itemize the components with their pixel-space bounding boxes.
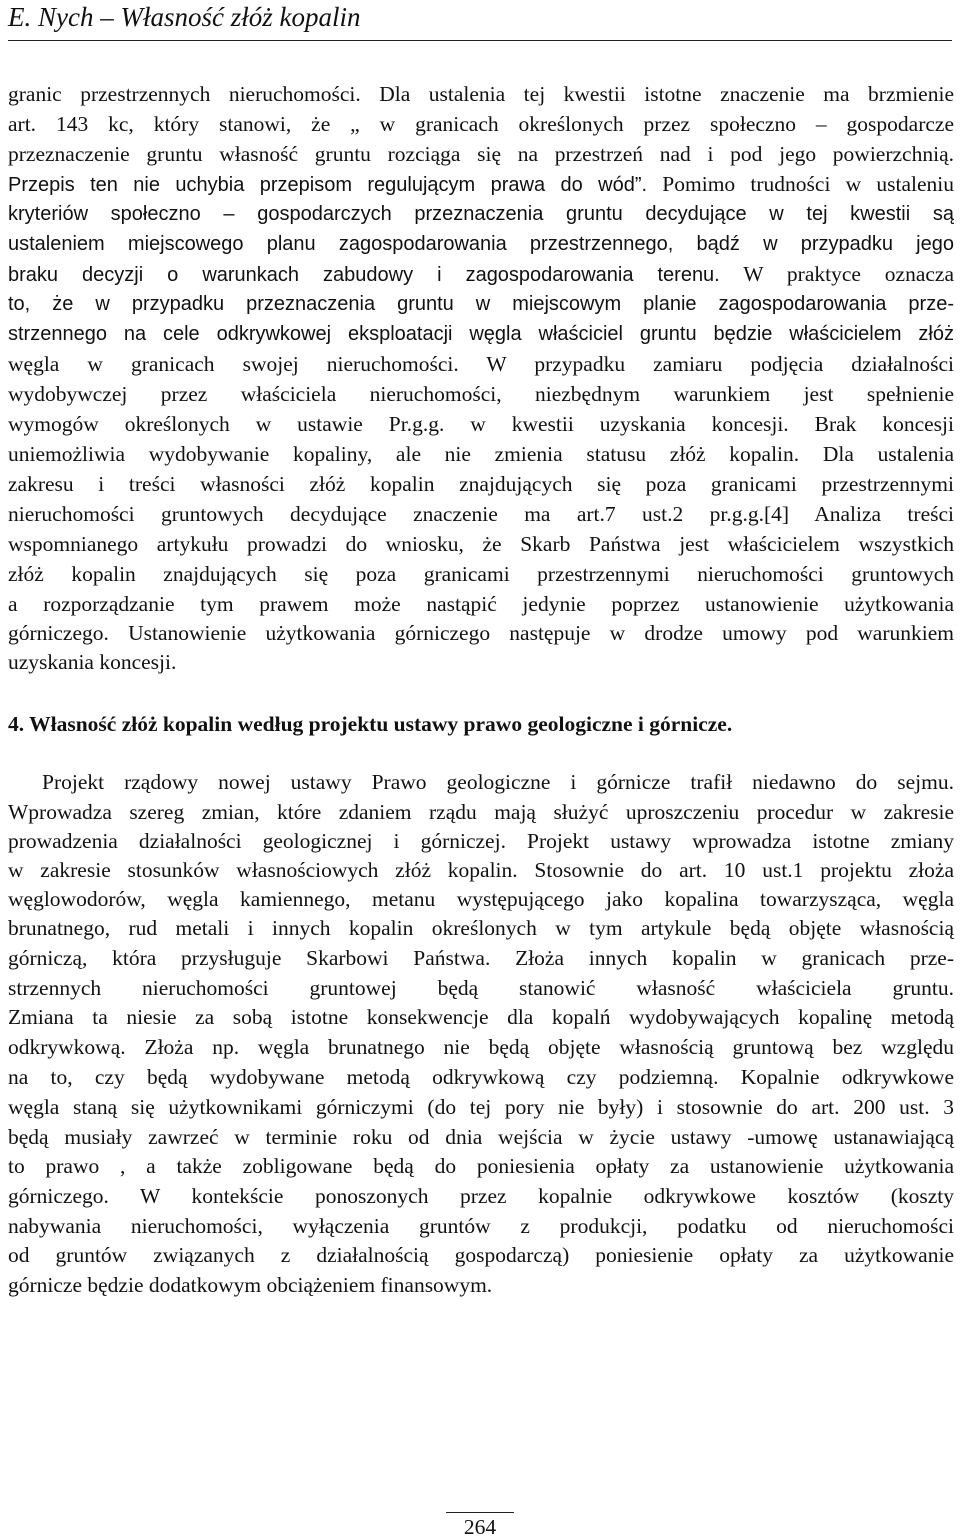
paragraph-2-line: górniczego. W kontekście ponoszonych przez kopalnie odkrywkowe kosztów (koszty: [8, 1184, 954, 1208]
paragraph-1-line-mixed: [8, 172, 954, 197]
paragraph-1-segment: Pomimo trudności w ustaleniu: [662, 172, 955, 196]
page-number-value: 264: [446, 1512, 514, 1539]
paragraph-2-line: to prawo , a także zobligowane będą do poniesienia opłaty za ustanowienie użytkowania: [8, 1154, 954, 1178]
paragraph-1-line: art. 143 kc, który stanowi, że „ w granicach określonych przez społeczno – gospodarcze: [8, 112, 954, 136]
paragraph-1-line: kryteriów społeczno – gospodarczych przeznaczenia gruntu decydujące w tej kwestii są: [8, 203, 954, 225]
paragraph-2-line: w zakresie stosunków własnościowych złóż kopalin. Stosownie do art. 10 ust.1 projektu złoża: [8, 858, 954, 882]
paragraph-2-line: odkrywkową. Złoża np. węgla brunatnego nie będą objęte własnością gruntową bez względu: [8, 1035, 954, 1059]
paragraph-1-line: przeznaczenie gruntu własność gruntu rozciąga się na przestrzeń nad i pod jego powierzchnią.: [8, 142, 954, 166]
section-heading: 4. Własność złóż kopalin według projektu ustawy prawo geologiczne i górnicze.: [8, 712, 733, 736]
paragraph-1-line: granic przestrzennych nieruchomości. Dla ustalenia tej kwestii istotne znaczenie ma brzmienie: [8, 82, 954, 106]
paragraph-1-line: węgla w granicach swojej nieruchomości. W przypadku zamiaru podjęcia działalności: [8, 352, 954, 376]
paragraph-1-line: wydobywczej przez właściciela nieruchomości, niezbędnym warunkiem jest spełnienie: [8, 382, 954, 406]
page-number: [0, 1512, 960, 1539]
paragraph-1-line: złóż kopalin znajdujących się poza granicami przestrzennymi nieruchomości gruntowych: [8, 562, 954, 586]
paragraph-2-line: Wprowadza szereg zmian, które zdaniem rządu mają służyć uproszczeniu procedur w zakresie: [8, 800, 954, 824]
paragraph-1-segment: W praktyce oznacza: [743, 262, 954, 286]
paragraph-1-line: to, że w przypadku przeznaczenia gruntu w miejscowym planie zagospodarowania prze-: [8, 293, 954, 315]
paragraph-2-line: prowadzenia działalności geologicznej i górniczej. Projekt ustawy wprowadza istotne zmiany: [8, 829, 954, 853]
running-header: [8, 0, 952, 41]
paragraph-1-line: a rozporządzanie tym prawem może nastąpić jedynie poprzez ustanowienie użytkowania: [8, 592, 954, 616]
paragraph-2-line: na to, czy będą wydobywane metodą odkrywkową czy podziemną. Kopalnie odkrywkowe: [8, 1065, 954, 1089]
paragraph-2-line: węgla staną się użytkownikami górniczymi (do tej pory nie były) i stosownie do art. 200 ust. 3: [8, 1095, 954, 1119]
paragraph-2-line: Zmiana ta niesie za sobą istotne konsekwencje dla kopalń wydobywających kopalinę metodą: [8, 1005, 954, 1029]
paragraph-2-line: od gruntów związanych z działalnością gospodarczą) poniesienie opłaty za użytkowanie: [8, 1243, 954, 1267]
paragraph-1-line: nieruchomości gruntowych decydujące znaczenie ma art.7 ust.2 pr.g.g.[4] Analiza treści: [8, 502, 954, 526]
paragraph-1-line: uniemożliwia wydobywanie kopaliny, ale nie zmienia statusu złóż kopalin. Dla ustalenia: [8, 442, 954, 466]
paragraph-1-line: wspomnianego artykułu prowadzi do wniosku, że Skarb Państwa jest właścicielem wszystkich: [8, 532, 954, 556]
paragraph-1-line: ustaleniem miejscowego planu zagospodarowania przestrzennego, bądź w przypadku jego: [8, 233, 954, 255]
paragraph-1-line: strzennego na cele odkrywkowej eksploatacji węgla właściciel gruntu będzie właścicielem złóż: [8, 323, 954, 345]
paragraph-2-line: strzennych nieruchomości gruntowej będą stanowić własność właściciela gruntu.: [8, 976, 954, 1000]
paragraph-1-line: wymogów określonych w ustawie Pr.g.g. w kwestii uzyskania koncesji. Brak koncesji: [8, 412, 954, 436]
paragraph-2-line: górniczą, która przysługuje Skarbowi Państwa. Złoża innych kopalin w granicach prze-: [8, 946, 954, 970]
paragraph-2-line: nabywania nieruchomości, wyłączenia gruntów z produkcji, podatku od nieruchomości: [8, 1214, 954, 1238]
paragraph-2-line: węglowodorów, węgla kamiennego, metanu występującego jako kopalina towarzysząca, węgla: [8, 887, 954, 911]
paragraph-2-line: Projekt rządowy nowej ustawy Prawo geologiczne i górnicze trafił niedawno do sejmu.: [42, 770, 954, 794]
paragraph-1-line-mixed: [8, 262, 954, 287]
paragraph-2-line: brunatnego, rud metali i innych kopalin określonych w tym artykule będą objęte własnością: [8, 916, 954, 940]
paragraph-1-line: górniczego. Ustanowienie użytkowania górniczego następuje w drodze umowy pod warunkiem: [8, 621, 954, 645]
paragraph-1-line: uzyskania koncesji.: [8, 650, 177, 674]
paragraph-2-line: górnicze będzie dodatkowym obciążeniem finansowym.: [8, 1273, 493, 1297]
paragraph-1-line: zakresu i treści własności złóż kopalin znajdujących się poza granicami przestrzennymi: [8, 472, 954, 496]
paragraph-2-line: będą musiały zawrzeć w terminie roku od dnia wejścia w życie ustawy -umowę ustanawiającą: [8, 1125, 954, 1149]
paragraph-1-segment: braku decyzji o warunkach zabudowy i zagospodarowania terenu.: [8, 264, 720, 286]
paragraph-1-segment: Przepis ten nie uchybia przepisom regulującym prawa do wód”.: [8, 174, 648, 196]
header-title: E. Nych – Własność złóż kopalin: [8, 2, 361, 32]
